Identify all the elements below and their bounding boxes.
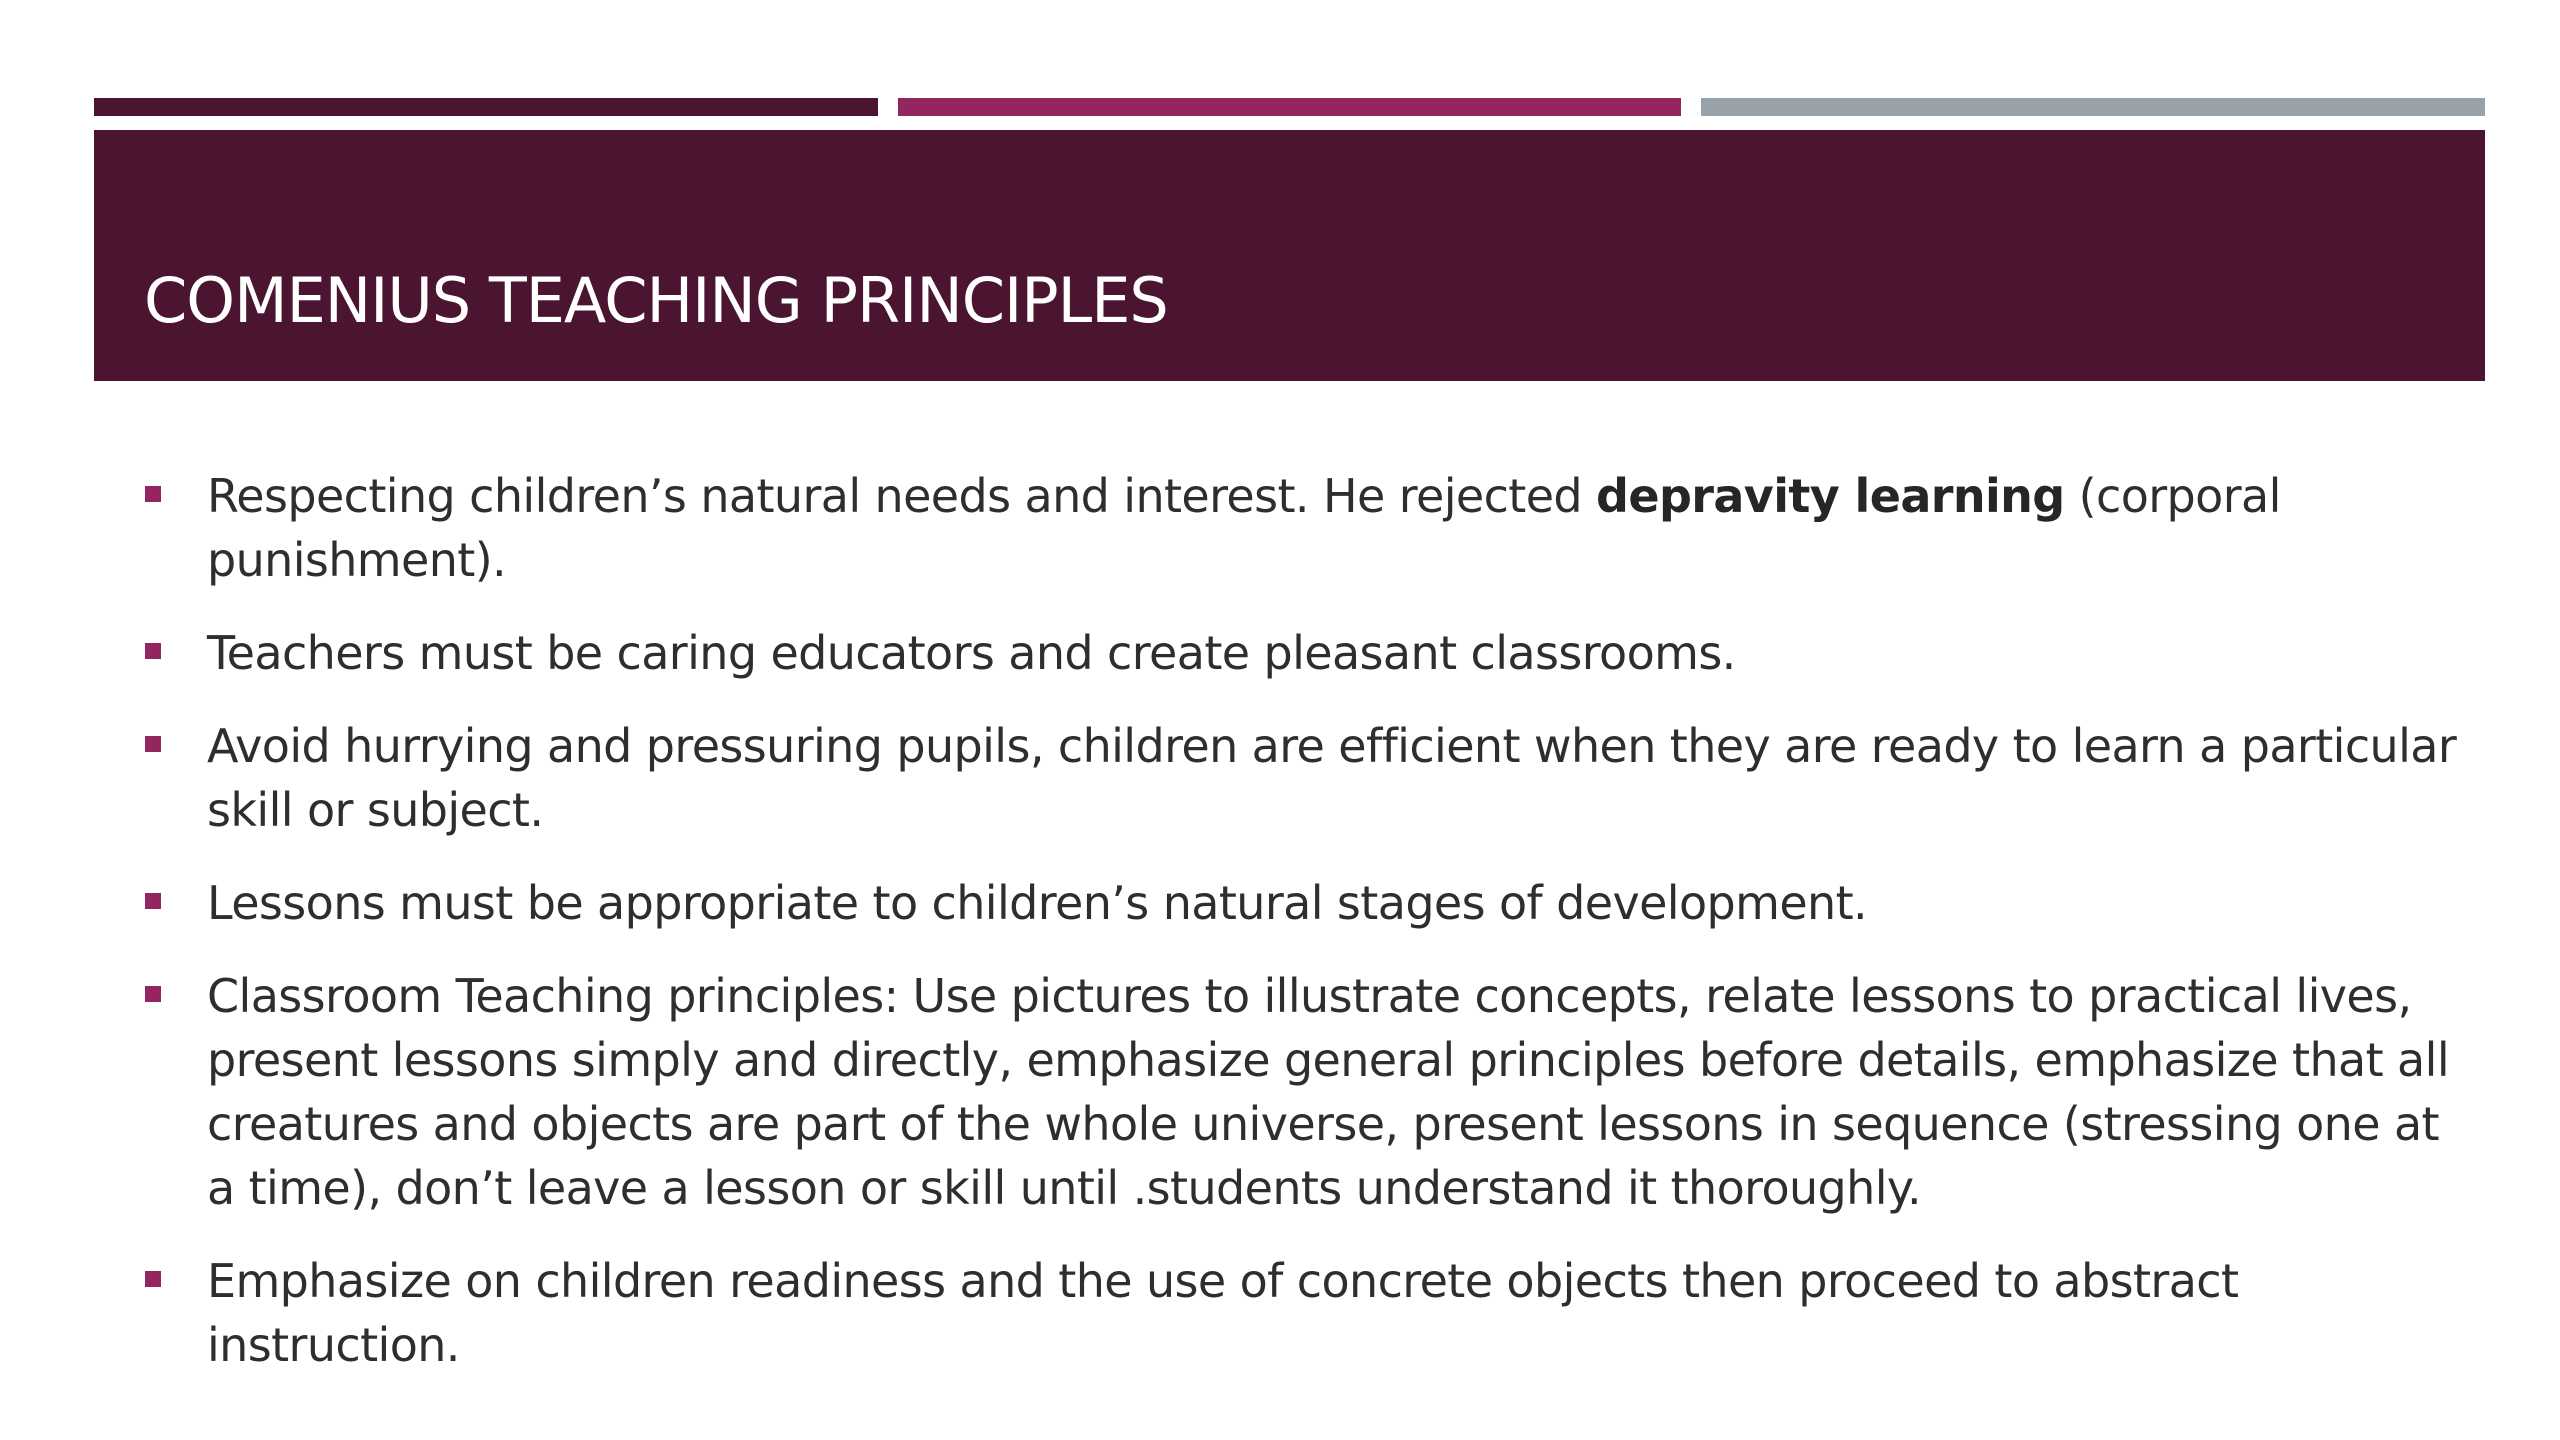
accent-bar-gray bbox=[1701, 98, 2485, 116]
bullet-item bbox=[145, 871, 2465, 935]
square-bullet-icon bbox=[145, 893, 161, 909]
square-bullet-icon bbox=[145, 643, 161, 659]
bullet-item bbox=[145, 714, 2465, 842]
accent-bar-dark bbox=[94, 98, 878, 116]
bullet-text: Avoid hurrying and pressuring pupils, children are efficient when they are ready to learn a particular skill or subject. bbox=[207, 719, 2457, 837]
square-bullet-icon bbox=[145, 986, 161, 1002]
bullet-text: Emphasize on children readiness and the use of concrete objects then proceed to abstract instruction. bbox=[207, 1254, 2239, 1372]
accent-bar-magenta bbox=[898, 98, 1681, 116]
square-bullet-icon bbox=[145, 486, 161, 502]
bullet-item bbox=[145, 964, 2465, 1220]
bullet-text: Teachers must be caring educators and create pleasant classrooms. bbox=[207, 626, 1736, 680]
bullet-item bbox=[145, 464, 2465, 592]
title-band bbox=[94, 130, 2485, 381]
bullet-item bbox=[145, 1249, 2465, 1377]
bullet-text-start: Respecting children’s natural needs and interest. He rejected bbox=[207, 469, 1597, 523]
slide-body bbox=[145, 464, 2465, 1406]
bullet-text: Lessons must be appropriate to children’s natural stages of development. bbox=[207, 876, 1868, 930]
bullet-text: Classroom Teaching principles: Use pictures to illustrate concepts, relate lessons to practical lives, present lessons simply and directly, emphasize general principles before details, emphasize that all creatures and objects are part of the whole universe, present lessons in sequence (stressing one at a time), don’t leave a lesson or skill until .students understand it thoroughly. bbox=[207, 969, 2449, 1215]
bullet-text-end: (corporal punishment). bbox=[207, 469, 2281, 587]
slide-title: COMENIUS TEACHING PRINCIPLES bbox=[144, 264, 1168, 337]
square-bullet-icon bbox=[145, 1271, 161, 1287]
bullet-list bbox=[145, 464, 2465, 1377]
bullet-text-bold: depravity learning bbox=[1596, 469, 2065, 523]
bullet-item bbox=[145, 621, 2465, 685]
square-bullet-icon bbox=[145, 736, 161, 752]
